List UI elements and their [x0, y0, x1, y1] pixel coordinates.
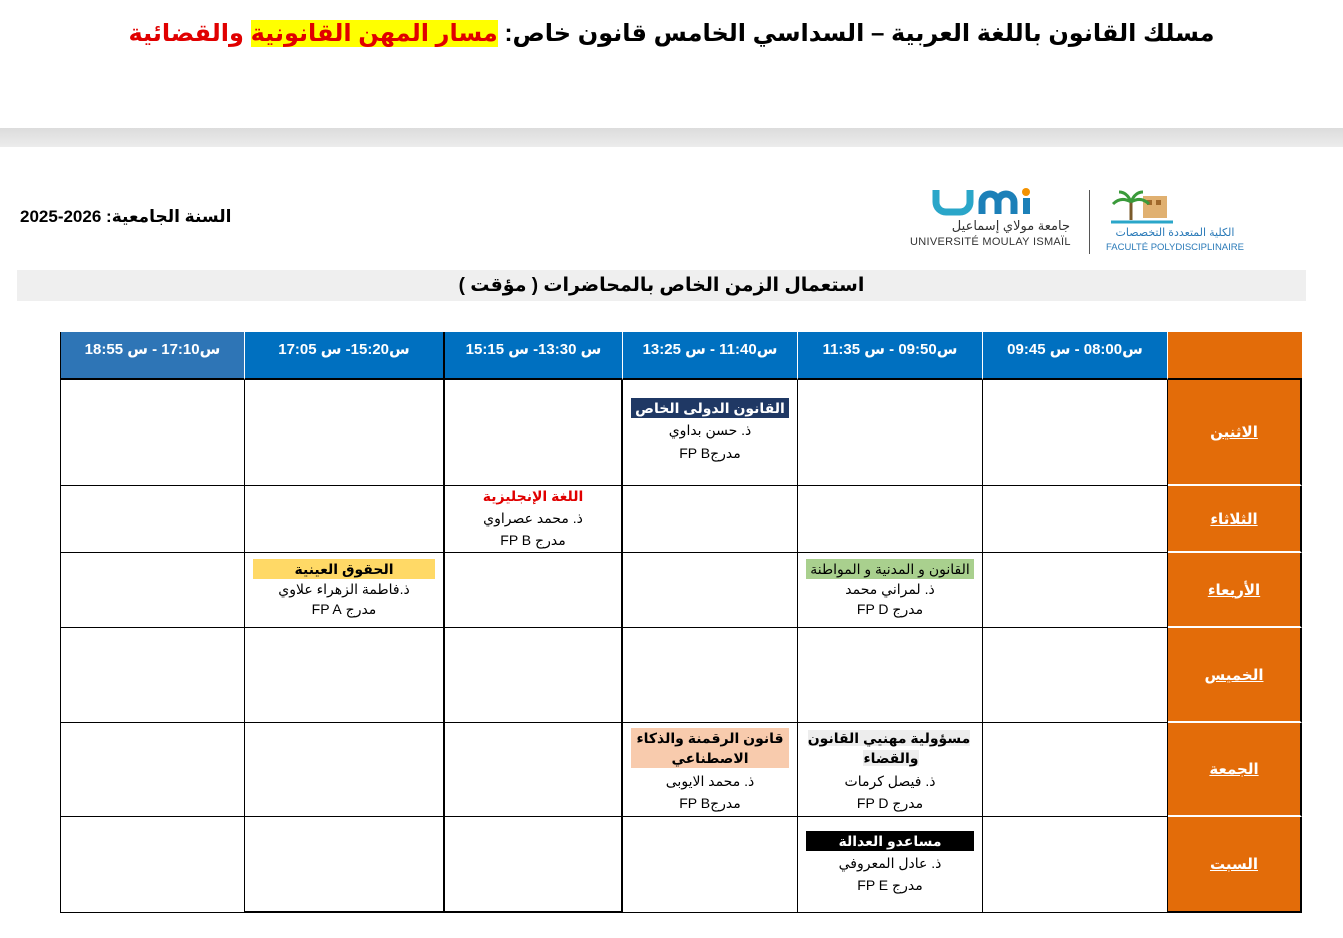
- course-title: قانون الرقمنة والذكاء الاصطناعي: [631, 728, 789, 768]
- slot-cell: [245, 486, 445, 553]
- course-title: الحقوق العينية: [253, 559, 435, 579]
- day-saturday: السبت: [1168, 817, 1302, 913]
- umi-logo: [910, 186, 1080, 256]
- slot-cell: [623, 817, 798, 913]
- slot-cell: [445, 486, 623, 553]
- time-slot-header: س08:00 - س 09:45: [983, 332, 1168, 380]
- fp-name-fr: FACULTÉ POLYDISCIPLINAIRE: [1106, 242, 1244, 253]
- course-room: مدرج FP D: [856, 601, 924, 617]
- header-divider-band: [0, 128, 1343, 147]
- slot-cell: [445, 380, 623, 486]
- fp-logo: [1105, 186, 1245, 256]
- day-thursday: الخميس: [1168, 628, 1302, 723]
- slot-cell: [60, 628, 245, 723]
- umi-name-ar: جامعة مولاي إسماعيل: [951, 218, 1070, 233]
- course-professor: ذ. محمد الايوبى: [665, 773, 755, 789]
- slot-cell: [245, 553, 445, 628]
- course-room: مدرج FP A: [311, 601, 377, 617]
- slot-cell: [60, 817, 245, 913]
- time-slot-header: س15:20- س 17:05: [245, 332, 445, 380]
- course-title: مسؤولية مهنيي القانون والقضاء: [807, 730, 971, 766]
- slot-cell: [798, 817, 983, 913]
- slot-cell: [245, 628, 445, 723]
- academic-year-label: السنة الجامعية:: [106, 207, 232, 226]
- corner-cell: [1168, 332, 1302, 380]
- logo-divider: [1089, 190, 1090, 254]
- slot-cell: [623, 553, 798, 628]
- umi-name-fr: UNIVERSITÉ MOULAY ISMAÏL: [910, 236, 1071, 248]
- slot-cell: [445, 628, 623, 723]
- time-slot-header: س17:10 - س 18:55: [60, 332, 245, 380]
- slot-cell: [245, 817, 445, 913]
- course-professor: ذ.فاطمة الزهراء علاوي: [278, 581, 410, 597]
- course-professor: ذ. محمد عصراوي: [483, 510, 583, 526]
- palm-tree-icon: [1107, 186, 1177, 226]
- title-end: والقضائية: [128, 20, 251, 47]
- day-wednesday: الأربعاء: [1168, 553, 1302, 628]
- day-monday: الاثنين: [1168, 380, 1302, 486]
- course-professor: ذ. لمراني محمد: [845, 581, 935, 597]
- time-slot-header: س09:50 - س 11:35: [798, 332, 983, 380]
- course-block: [804, 559, 976, 619]
- course-room: مدرج FP B: [500, 532, 566, 548]
- timetable: [60, 332, 1303, 913]
- slot-cell: [983, 723, 1168, 817]
- fp-name-ar: الكلية المتعددة التخصصات: [1115, 227, 1235, 239]
- slot-cell: [798, 628, 983, 723]
- academic-year: [20, 207, 260, 227]
- slot-cell: [60, 380, 245, 486]
- course-block: [629, 398, 791, 463]
- slot-cell: [60, 486, 245, 553]
- umi-logo-mark: [910, 186, 1080, 222]
- course-room: مدرج FP D: [856, 795, 924, 811]
- slot-cell: [983, 486, 1168, 553]
- course-block: [804, 728, 976, 813]
- course-professor: ذ. فيصل كرمات: [844, 773, 936, 789]
- course-block: [629, 728, 791, 813]
- course-title: مساعدو العدالة: [806, 831, 974, 851]
- slot-cell: [983, 628, 1168, 723]
- day-tuesday: الثلاثاء: [1168, 486, 1302, 553]
- slot-cell: [60, 553, 245, 628]
- slot-cell: [445, 723, 623, 817]
- course-block: [251, 559, 437, 619]
- slot-cell: [983, 817, 1168, 913]
- document-title: [0, 14, 1343, 54]
- course-title: القانون و المدنية و المواطنة: [806, 559, 974, 579]
- slot-cell: [798, 553, 983, 628]
- slot-cell: [623, 628, 798, 723]
- slot-cell: [445, 817, 623, 913]
- course-room: مدرج FP E: [857, 877, 923, 893]
- course-professor: ذ. حسن بداوي: [668, 422, 752, 438]
- slot-cell: [983, 553, 1168, 628]
- course-professor: ذ. عادل المعروفي: [838, 855, 942, 871]
- title-main: مسلك القانون باللغة العربية – السداسي الخامس قانون خاص:: [504, 20, 1215, 47]
- course-block: [804, 831, 976, 895]
- slot-cell: [798, 380, 983, 486]
- slot-cell: [245, 723, 445, 817]
- slot-cell: [623, 380, 798, 486]
- time-slot-header: س 13:30- س 15:15: [445, 332, 623, 380]
- slot-cell: [245, 380, 445, 486]
- slot-cell: [623, 723, 798, 817]
- slot-cell: [798, 486, 983, 553]
- slot-cell: [623, 486, 798, 553]
- course-title: القانون الدولى الخاص: [631, 398, 789, 418]
- title-highlight: مسار المهن القانونية: [250, 20, 498, 47]
- course-room: مدرجFP B: [679, 445, 741, 461]
- schedule-heading: استعمال الزمن الخاص بالمحاضرات ( مؤقت ): [17, 270, 1306, 301]
- time-slot-header: س11:40 - س 13:25: [623, 332, 798, 380]
- day-friday: الجمعة: [1168, 723, 1302, 817]
- academic-year-value: 2025-2026: [20, 207, 102, 226]
- course-title: اللغة الإنجليزية: [482, 488, 584, 504]
- course-room: مدرجFP B: [679, 795, 741, 811]
- slot-cell: [798, 723, 983, 817]
- slot-cell: [445, 553, 623, 628]
- slot-cell: [60, 723, 245, 817]
- course-block: [451, 486, 615, 550]
- slot-cell: [983, 380, 1168, 486]
